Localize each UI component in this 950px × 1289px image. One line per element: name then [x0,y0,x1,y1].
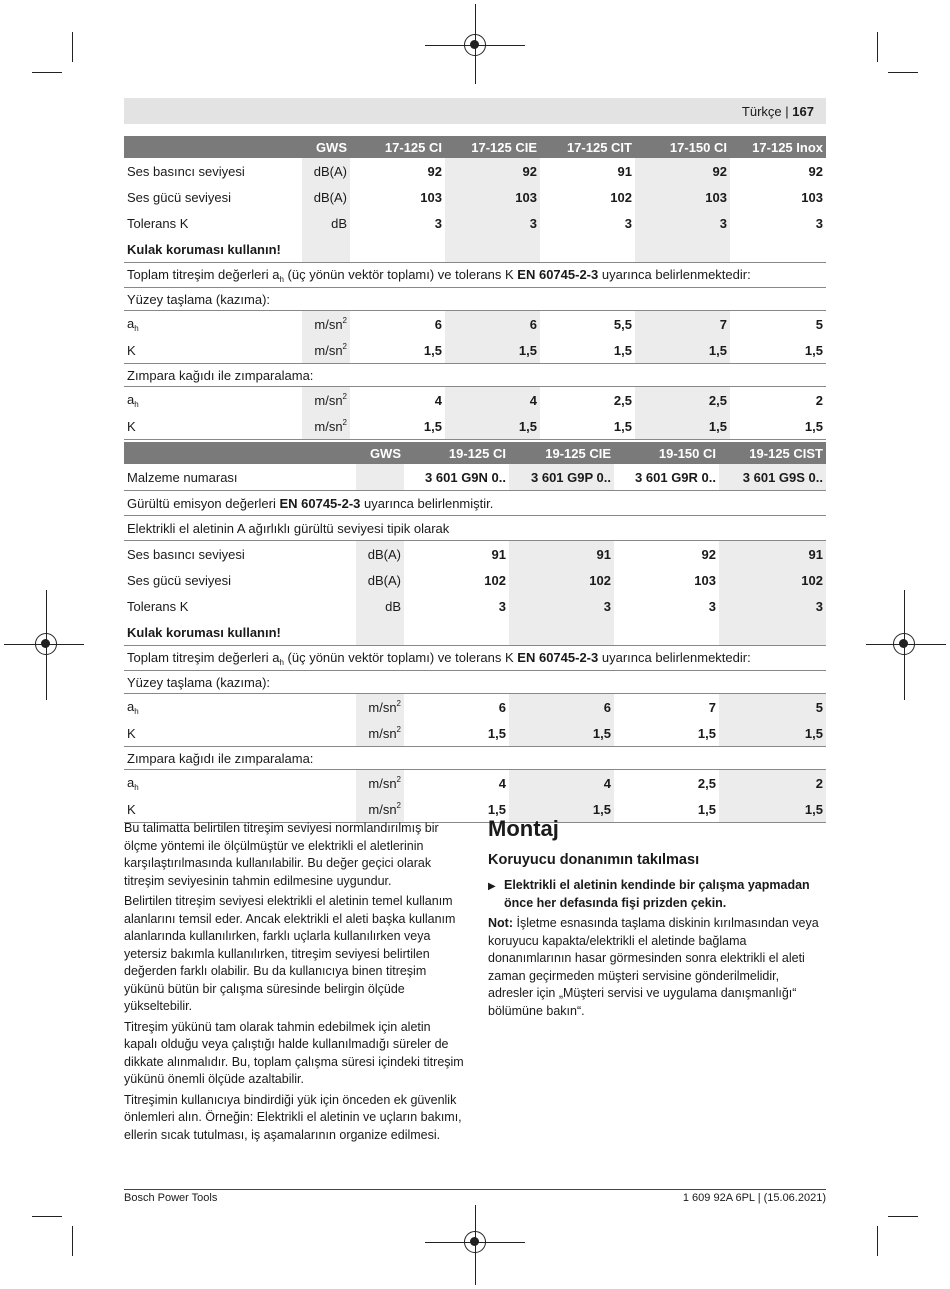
cell-empty [356,464,404,491]
cell-value: 102 [719,567,826,593]
table-row [124,671,826,694]
cell-value: 3 601 G9N 0.. [404,464,509,491]
unit-text: m/sn [314,393,343,408]
table-row [124,491,826,516]
note-text: (üç yönün vektör toplamı) ve tolerans K [283,649,518,665]
row-unit: dB(A) [356,567,404,593]
page-number: 167 [792,104,814,119]
table-row [124,413,826,440]
row-label [124,694,356,721]
unit-sup: 2 [396,725,401,734]
row-unit [356,694,404,721]
cell-value: 92 [808,163,823,179]
cell-value: 2 [719,770,826,797]
cell-value: 1,5 [445,337,540,364]
vibration-note [124,646,826,671]
cell-value: 91 [509,541,614,568]
table-row [124,311,826,338]
left-column [124,820,466,1147]
crop-mark [72,1226,73,1256]
header-separator: | [785,104,789,119]
cell-value: 2,5 [635,387,730,414]
symbol-sub: h [134,323,139,333]
unit-text: m/sn [314,343,343,358]
hearing-warning: Kulak koruması kullanın! [124,619,356,646]
cell-value: 1,5 [509,796,614,823]
symbol: a [127,698,135,714]
cell-value: 1,5 [404,720,509,747]
paragraph: Belirtilen titreşim seviyesi elektrikli el aletinin temel kullanım alanlarını temsil eder. Ancak elektrikli el aleti başka kullanım alanlarında kullanılırken, farklı uçlarla kullanılırken veya yetersiz bakımla kullanılırken, titreşim seviyesi belirtilen değerden farklı olabilir. Bu da kullanıcıya binen titreşim yükünü bütün bir çalışma süresinde belirgin ölçüde yükseltebilir. [124,894,456,1013]
note-text: uyarınca belirlenmektedir: [598,649,751,665]
cell-empty [356,619,404,646]
cell-value: 1,5 [730,413,826,440]
cell-empty [719,619,826,646]
crop-mark [888,72,918,73]
cell-value: 103 [635,184,730,210]
unit-text: m/sn [314,317,343,332]
safety-warning [488,877,826,912]
hearing-warning: Kulak koruması kullanın! [124,236,302,263]
table-row [124,387,826,414]
cell-value: 5 [815,316,823,332]
table-row [124,619,826,646]
unit-sup: 2 [396,699,401,708]
registration-mark-icon [464,1231,486,1253]
header-language: Türkçe [741,104,782,119]
page-header [742,104,814,119]
note-standard: EN 60745-2-3 [517,266,599,282]
cell-value: 3 [498,598,506,614]
cell-value: 1,5 [719,796,826,823]
row-unit: dB(A) [356,541,404,568]
symbol-sub: h [134,782,139,792]
registration-mark-icon [464,34,486,56]
cell-value: 1,5 [540,337,635,364]
table-header-row [124,442,826,464]
table-row [124,720,826,747]
note-text: uyarınca belirlenmektedir: [598,266,751,282]
crop-mark [32,1216,62,1217]
warning-text: Elektrikli el aletinin kendinde bir çalışma yapmadan önce her defasında fişi prizden çekin. [504,878,810,910]
crop-mark [888,1216,918,1217]
cell-value: 5,5 [613,316,632,332]
cell-empty [635,236,730,263]
cell-value: 1,5 [540,413,635,440]
cell-empty [509,619,614,646]
cell-value: 1,5 [350,413,445,440]
table-row [124,796,826,823]
unit-sup: 2 [396,775,401,784]
right-column [488,816,826,1023]
row-label: Ses basıncı seviyesi [127,546,245,562]
cell-value: 102 [509,567,614,593]
section-label: Yüzey taşlama (kazıma): [124,288,826,311]
note-text: uyarınca belirlenmiştir. [360,495,494,511]
warning-arrow-icon: ▶ [488,881,496,892]
footer-brand: Bosch Power Tools [124,1192,218,1204]
cell-value: 103 [801,189,823,205]
registration-mark-icon [893,633,915,655]
cell-empty [302,236,350,263]
table-row [124,288,826,311]
table-row [124,236,826,263]
row-unit [356,796,404,823]
row-label: Tolerans K [127,598,189,614]
note-standard: EN 60745-2-3 [517,649,599,665]
table-row [124,364,826,387]
cell-value: 3 601 G9P 0.. [509,464,614,491]
spec-table-19 [124,442,826,823]
section-title: Montaj [488,816,559,841]
row-unit [302,337,350,364]
row-unit [356,720,404,747]
subsection-title: Koruyucu donanımın takılması [488,851,700,868]
note-label: Not: [488,916,513,930]
cell-value: 3 [708,598,716,614]
vibration-note [124,263,826,288]
model-header: 19-125 CIST [719,442,826,464]
table-row [124,158,826,184]
cell-value: 6 [445,311,540,338]
symbol-sub: h [134,706,139,716]
paragraph: Titreşim yükünü tam olarak tahmin edebilmek için aletin kapalı olduğu veya çalıştığı halde kullanılmadığı süreler de dikkate alınmalıdır. Bu, toplam çalışma süresi içindeki titreşim yükünü önemli ölçüde azaltabilir. [124,1019,464,1086]
row-unit [302,311,350,338]
note-text: Toplam titreşim değerleri a [127,649,280,665]
row-label: K [124,720,356,747]
note-text: Gürültü emisyon değerleri [127,495,280,511]
cell-value: 3 601 G9S 0.. [719,464,826,491]
header-bar [124,98,826,124]
table-row [124,337,826,364]
cell-value: 3 [509,593,614,619]
row-label: K [124,337,302,364]
row-label [124,311,302,338]
note-sub: h [279,657,284,667]
cell-empty [404,619,509,646]
cell-value: 5 [719,694,826,721]
unit-text: m/sn [368,802,397,817]
crop-mark [877,32,878,62]
cell-value: 91 [491,546,506,562]
crop-mark [32,72,62,73]
section-label: Zımpara kağıdı ile zımparalama: [124,747,826,770]
cell-value: 102 [610,189,632,205]
note-standard: EN 60745-2-3 [279,495,361,511]
cell-empty [445,236,540,263]
cell-empty [730,236,826,263]
model-header: 19-150 CI [614,442,719,464]
row-unit [302,387,350,414]
unit-text: m/sn [368,776,397,791]
table-row [124,646,826,671]
model-header: 17-125 Inox [730,136,826,158]
unit-text: m/sn [368,700,397,715]
table-row [124,593,826,619]
model-header: 17-150 CI [635,136,730,158]
note-text: (üç yönün vektör toplamı) ve tolerans K [283,266,518,282]
table-row [124,210,826,236]
unit-sup: 2 [342,392,347,401]
unit-sup: 2 [396,801,401,810]
table-row [124,464,826,491]
cell-value: 1,5 [635,413,730,440]
table-row [124,516,826,541]
row-label [124,387,302,414]
note-sub: h [279,274,284,284]
cell-value: 103 [420,189,442,205]
table-row [124,694,826,721]
cell-value: 92 [701,546,716,562]
table-header-row [124,136,826,158]
cell-value: 6 [434,316,442,332]
cell-value: 3 [815,215,823,231]
cell-value: 3 [445,210,540,236]
table-row [124,263,826,288]
row-label: Tolerans K [127,215,189,231]
cell-empty [614,619,719,646]
cell-value: 1,5 [730,337,826,364]
cell-value: 91 [617,163,632,179]
unit-text: m/sn [368,726,397,741]
cell-value: 91 [719,541,826,568]
table-row [124,567,826,593]
cell-value: 4 [509,770,614,797]
model-header: 17-125 CI [350,136,445,158]
crop-mark [72,32,73,62]
cell-value: 102 [484,572,506,588]
section-label: Yüzey taşlama (kazıma): [124,671,826,694]
note-paragraph [488,915,826,1020]
cell-value: 4 [434,392,442,408]
footer-docnum: 1 609 92A 6PL | (15.06.2021) [682,1192,826,1204]
cell-value: 2 [815,392,823,408]
gws-label: GWS [356,442,404,464]
footer-rule [124,1189,826,1190]
model-header: 19-125 CIE [509,442,614,464]
cell-value: 2,5 [697,775,716,791]
paragraph: Bu talimatta belirtilen titreşim seviyesi normlandırılmış bir ölçme yöntemi ile ölçülmüştür ve elektrikli el aletlerinin karşılaştırılmasında kullanılabilir. Bu değer geçici olarak titreşim seviyesinin tahmin edilmesine uygundur. [124,821,439,888]
row-label: Ses gücü seviyesi [127,189,232,205]
cell-value: 1,5 [445,413,540,440]
header-empty [124,136,302,158]
weighted-note: Elektrikli el aletinin A ağırlıklı gürültü seviyesi tipik olarak [124,516,826,541]
unit-text: m/sn [314,419,343,434]
noise-note [124,491,826,516]
row-unit: dB [356,593,404,619]
section-label: Zımpara kağıdı ile zımparalama: [124,364,826,387]
row-label [124,770,356,797]
cell-value: 6 [498,699,506,715]
model-header: 19-125 CI [404,442,509,464]
cell-value: 1,5 [614,796,719,823]
cell-value: 1,5 [719,720,826,747]
cell-value: 1,5 [509,720,614,747]
table-row [124,541,826,568]
symbol-sub: h [134,399,139,409]
cell-empty [540,236,635,263]
unit-sup: 2 [342,316,347,325]
gws-label: GWS [302,136,350,158]
row-label: Ses gücü seviyesi [127,572,232,588]
row-label: Ses basıncı seviyesi [127,163,245,179]
cell-value: 6 [509,694,614,721]
cell-value: 1,5 [404,796,509,823]
model-header: 17-125 CIE [445,136,540,158]
cell-value: 1,5 [350,337,445,364]
row-unit [356,770,404,797]
cell-value: 92 [445,158,540,184]
cell-value: 3 601 G9R 0.. [614,464,719,491]
cell-value: 3 [434,215,442,231]
cell-value: 4 [445,387,540,414]
spec-table-17 [124,136,826,440]
unit-sup: 2 [342,342,347,351]
registration-mark-icon [35,633,57,655]
cell-value: 7 [635,311,730,338]
model-header: 17-125 CIT [540,136,635,158]
cell-empty [350,236,445,263]
note-text: Toplam titreşim değerleri a [127,266,280,282]
table-row [124,184,826,210]
cell-value: 103 [445,184,540,210]
cell-value: 7 [708,699,716,715]
header-empty [124,442,356,464]
row-unit: dB(A) [302,158,350,184]
row-label: K [124,796,356,823]
row-label: Malzeme numarası [124,464,356,491]
row-label: K [124,413,302,440]
table-row [124,770,826,797]
crop-mark [877,1226,878,1256]
cell-value: 3 [635,210,730,236]
cell-value: 103 [694,572,716,588]
paragraph: Titreşimin kullanıcıya bindirdiği yük için önceden ek güvenlik önlemleri alın. Örneğin: Elektrikli el aletinin ve uçların bakımı, ellerin sıcak tutulması, iş aşamalarının organize edilmesi. [124,1092,462,1142]
cell-value: 1,5 [614,720,719,747]
cell-value: 92 [635,158,730,184]
cell-value: 3 [719,593,826,619]
row-unit: dB [302,210,350,236]
symbol: a [127,391,135,407]
note-text: İşletme esnasında taşlama diskinin kırılmasından veya koruyucu kapakta/elektrikli el aletinde bağlama donanımlarının hasar görmesinden sonra elektrikli el aleti zaman geçirmeden müşteri servisine gönderilmelidir, adresler için „Müşteri servisi ve uygulama danışmanlığı“ bölümüne bakın“. [488,916,819,1018]
symbol: a [127,774,135,790]
symbol: a [127,315,135,331]
table-row [124,747,826,770]
row-unit [302,413,350,440]
cell-value: 3 [624,215,632,231]
cell-value: 1,5 [635,337,730,364]
cell-value: 2,5 [613,392,632,408]
unit-sup: 2 [342,418,347,427]
cell-value: 4 [498,775,506,791]
row-unit: dB(A) [302,184,350,210]
cell-value: 92 [427,163,442,179]
